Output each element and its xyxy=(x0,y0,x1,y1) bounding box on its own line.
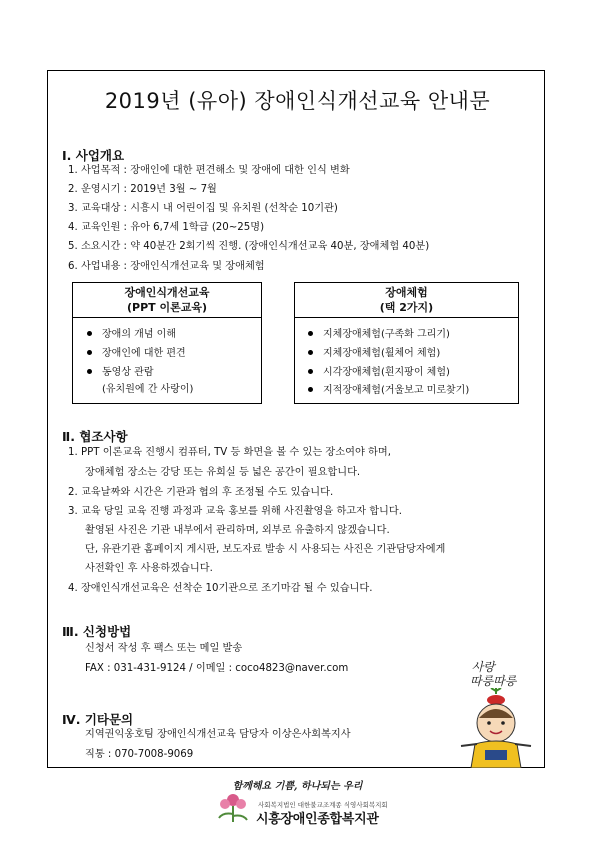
overview-item-4: 4. 교육인원 : 유아 6,7세 1학급 (20~25명) xyxy=(68,222,265,233)
experience-box-title: 장애체험 xyxy=(385,286,428,299)
footer-org-affiliation: 사회복지법인 대한불교조계종 식영사회복지회 xyxy=(258,801,388,809)
overview-item-2: 2. 운영시기 : 2019년 3월 ~ 7월 xyxy=(68,184,217,195)
bullet-icon xyxy=(308,369,313,374)
cooperation-line-8: 4. 장애인식개선교육은 선착순 10기관으로 조기마감 될 수 있습니다. xyxy=(68,583,373,594)
list-item: 동영상 관람 xyxy=(87,363,153,378)
education-box-subtitle: (PPT 이론교육) xyxy=(126,301,207,314)
flower-logo-icon xyxy=(213,790,253,824)
list-item: 지체장애체험(휠체어 체험) xyxy=(308,344,440,359)
illustration-caption: 사랑 따릉따릉 xyxy=(470,660,517,688)
bullet-icon xyxy=(308,387,313,392)
bullet-icon xyxy=(308,350,313,355)
education-box xyxy=(72,282,262,404)
list-item: 장애의 개념 이해 xyxy=(87,325,176,340)
page-title: 2019년 (유아) 장애인식개선교육 안내문 xyxy=(104,89,491,113)
experience-box-subtitle: (택 2가지) xyxy=(379,301,434,314)
cooperation-line-3: 2. 교육날짜와 시간은 기관과 협의 후 조정될 수도 있습니다. xyxy=(68,487,334,498)
child-mascot-illustration xyxy=(455,688,537,768)
overview-item-6: 6. 사업내용 : 장애인식개선교육 및 장애체험 xyxy=(68,261,265,272)
overview-item-1: 1. 사업목적 : 장애인에 대한 편견해소 및 장애에 대한 인식 변화 xyxy=(68,165,350,176)
experience-box xyxy=(294,282,519,404)
list-item: 장애인에 대한 편견 xyxy=(87,344,186,359)
cooperation-line-4: 3. 교육 당일 교육 진행 과정과 교육 홍보를 위해 사진촬영을 하고자 합니다. xyxy=(68,506,402,517)
experience-box-header xyxy=(295,283,518,318)
cooperation-line-5: 촬영된 사진은 기관 내부에서 관리하며, 외부로 유출하지 않겠습니다. xyxy=(85,525,390,536)
contact-person: 지역권익옹호팀 장애인식개선교육 담당자 이상은사회복지사 xyxy=(85,729,351,740)
section-1-heading: Ⅰ. 사업개요 xyxy=(62,148,125,163)
list-item: 지체장애체험(구족화 그리기) xyxy=(308,325,450,340)
bullet-icon xyxy=(308,331,313,336)
footer-org-name: 시흥장애인종합복지관 xyxy=(256,812,379,827)
education-box-title: 장애인식개선교육 xyxy=(124,286,210,299)
bullet-icon xyxy=(87,369,92,374)
section-4-heading: Ⅳ. 기타문의 xyxy=(62,712,134,727)
overview-item-5: 5. 소요시간 : 약 40분간 2회기씩 진행. (장애인식개선교육 40분, 장애체험 40분) xyxy=(68,241,430,252)
education-box-header xyxy=(73,283,261,318)
video-title-note: (유치원에 간 사랑이) xyxy=(102,384,194,395)
list-item: 시각장애체험(흰지팡이 체험) xyxy=(308,363,450,378)
cooperation-line-2: 장애체험 장소는 강당 또는 유희실 등 넓은 공간이 필요합니다. xyxy=(85,467,361,478)
list-item: 지적장애체험(거울보고 미로찾기) xyxy=(308,381,469,396)
footer-slogan: 함께해요 기쁨, 하나되는 우리 xyxy=(232,781,363,792)
cooperation-line-1: 1. PPT 이론교육 진행시 컴퓨터, TV 등 화면을 볼 수 있는 장소여야 하며, xyxy=(68,447,391,458)
cooperation-line-7: 사전확인 후 사용하겠습니다. xyxy=(85,563,213,574)
bullet-icon xyxy=(87,350,92,355)
cooperation-line-6: 단, 유관기관 홈페이지 게시판, 보도자료 발송 시 사용되는 사진은 기관담당자에게 xyxy=(85,544,446,555)
fax-email: FAX : 031-431-9124 / 이메일 : coco4823@naver.com xyxy=(85,663,349,674)
overview-item-3: 3. 교육대상 : 시흥시 내 어린이집 및 유치원 (선착순 10기관) xyxy=(68,203,338,214)
contact-phone: 직통 : 070-7008-9069 xyxy=(85,749,194,760)
section-3-heading: Ⅲ. 신청방법 xyxy=(62,624,132,639)
section-2-heading: Ⅱ. 협조사항 xyxy=(62,429,128,444)
bullet-icon xyxy=(87,331,92,336)
application-method: 신청서 작성 후 팩스 또는 메일 발송 xyxy=(85,643,243,654)
